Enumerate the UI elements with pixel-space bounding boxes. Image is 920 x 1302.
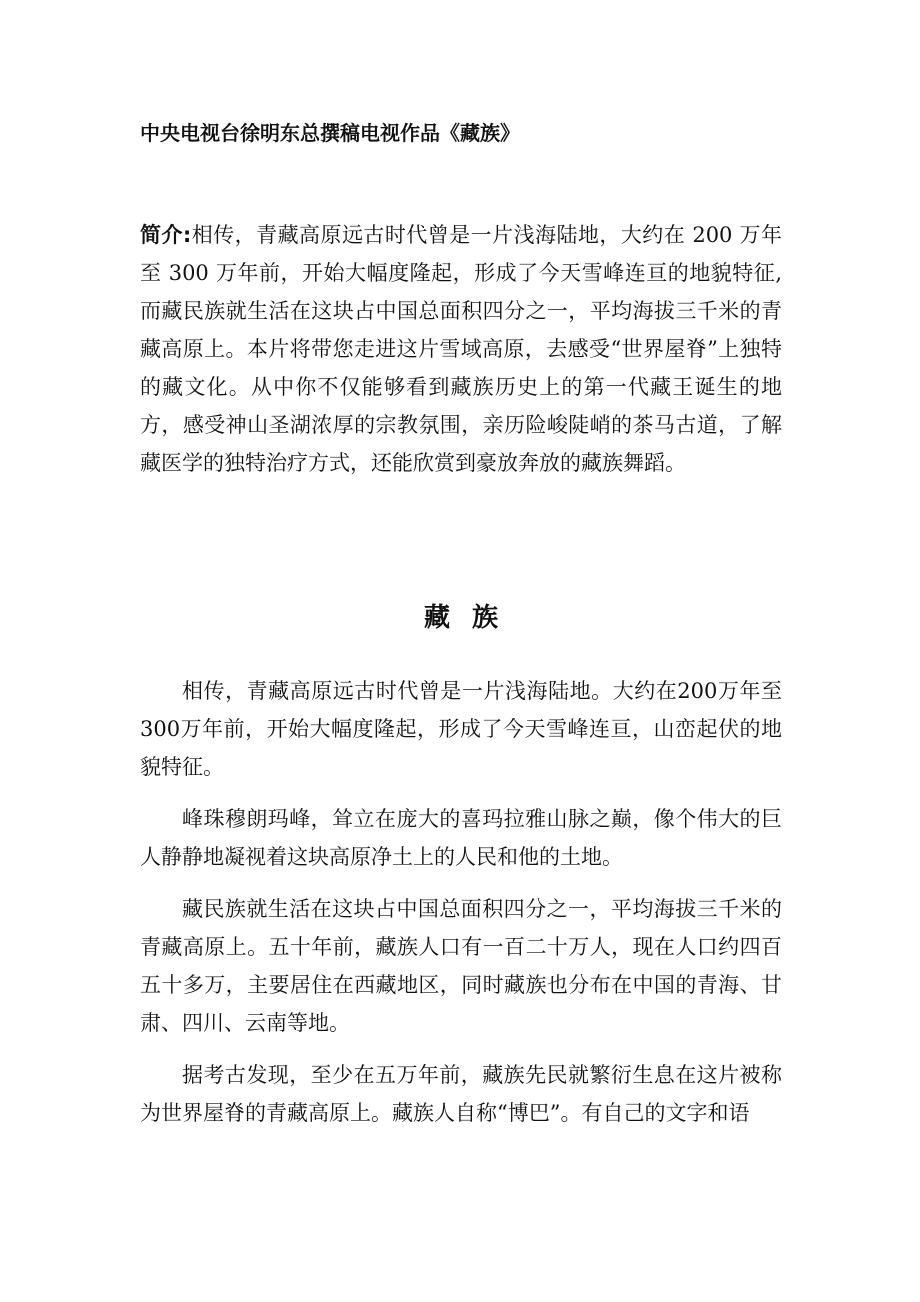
body-paragraph: 峰珠穆朗玛峰，耸立在庞大的喜玛拉雅山脉之巅，像个伟大的巨人静静地凝视着这块高原净土上的人民和他的土地。 [140, 807, 782, 869]
body-paragraph: 相传，青藏高原远古时代曾是一片浅海陆地。大约在200万年至300万年前，开始大幅度隆起，形成了今天雪峰连亘，山峦起伏的地貌特征。 [140, 679, 782, 779]
section-heading: 藏族 [423, 603, 520, 633]
intro-label: 简介: [140, 223, 192, 247]
body-paragraph: 藏民族就生活在这块占中国总面积四分之一，平均海拔三千米的青藏高原上。五十年前，藏族人口有一百二十万人，现在人口约四百五十多万，主要居住在西藏地区，同时藏族也分布在中国的青海、甘肃、四川、云南等地。 [140, 897, 782, 1035]
intro-paragraph [140, 216, 782, 482]
body-text [140, 672, 782, 1146]
body-paragraph: 据考古发现，至少在五万年前，藏族先民就繁衍生息在这片被称为世界屋脊的青藏高原上。藏族人自称“博巴”。有自己的文字和语 [140, 1063, 782, 1125]
document-title: 中央电视台徐明东总撰稿电视作品《藏族》 [140, 121, 520, 145]
intro-text: 相传，青藏高原远古时代曾是一片浅海陆地，大约在 200 万年至 300 万年前，开始大幅度隆起，形成了今天雪峰连亘的地貌特征,而藏民族就生活在这块占中国总面积四分之一，平均海拔三千米的青藏高原上。本片将带您走进这片雪域高原，去感受“世界屋脊”上独特的藏文化。从中你不仅能够看到藏族历史上的第一代藏王诞生的地方，感受神山圣湖浓厚的宗教氛围，亲历险峻陡峭的茶马古道，了解藏医学的独特治疗方式，还能欣赏到豪放奔放的藏族舞蹈。 [140, 223, 782, 475]
